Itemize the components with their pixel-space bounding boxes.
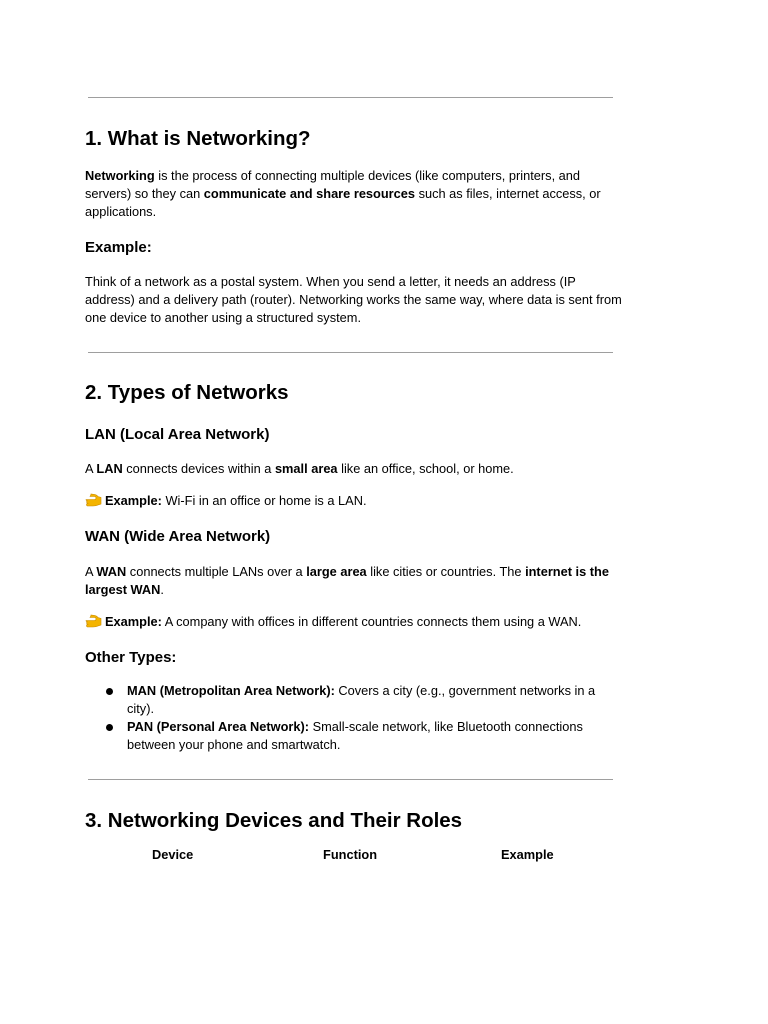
example-paragraph: Think of a network as a postal system. When you send a letter, it needs an address (IP address) and a delivery path (router). Networking works the same way, where data is sent from one device to another using a structured system. (85, 274, 622, 325)
bullet-icon (106, 688, 113, 695)
pointing-hand-icon (85, 614, 102, 628)
list-item: MAN (Metropolitan Area Network): Covers a city (e.g., government networks in a city). (127, 683, 596, 716)
wan-heading: WAN (Wide Area Network) (85, 528, 271, 545)
bullet-icon (106, 724, 113, 731)
horizontal-rule (88, 779, 613, 780)
table-header-function: Function (323, 847, 378, 862)
section-3-heading: 3. Networking Devices and Their Roles (85, 809, 463, 832)
table-header-example: Example (501, 847, 554, 862)
horizontal-rule (88, 352, 613, 353)
example-heading: Example: (85, 239, 152, 256)
section-2-heading: 2. Types of Networks (85, 381, 289, 404)
pointing-hand-icon (85, 493, 102, 507)
networking-definition: Networking is the process of connecting multiple devices (like computers, printers, and servers) so they can communicate and share resources such as files, internet access, or applications. (85, 168, 601, 219)
wan-description: A WAN connects multiple LANs over a large area like cities or countries. The internet is the largest WAN. (85, 564, 609, 597)
lan-heading: LAN (Local Area Network) (85, 426, 270, 443)
wan-example: Example: A company with offices in different countries connects them using a WAN. (85, 613, 625, 631)
other-types-heading: Other Types: (85, 649, 177, 666)
section-1-heading: 1. What is Networking? (85, 127, 311, 150)
lan-example: Example: Wi-Fi in an office or home is a LAN. (85, 492, 625, 510)
lan-description: A LAN connects devices within a small area like an office, school, or home. (85, 461, 514, 476)
horizontal-rule (88, 97, 613, 98)
list-item: PAN (Personal Area Network): Small-scale network, like Bluetooth connections between your phone and smartwatch. (127, 719, 583, 752)
table-header-device: Device (152, 847, 194, 862)
